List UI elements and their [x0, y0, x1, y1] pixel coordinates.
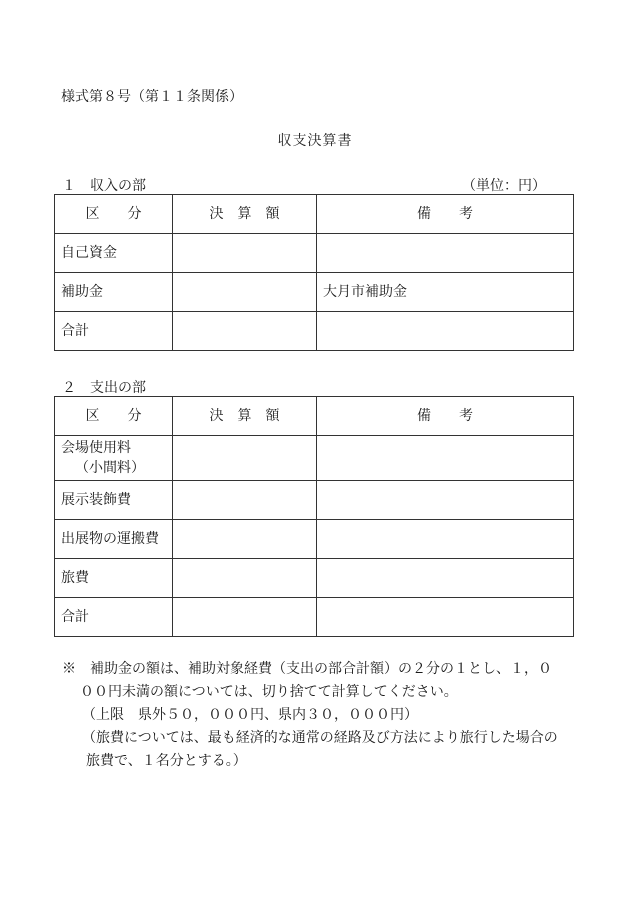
table-row	[55, 234, 574, 273]
row-amount-cell[interactable]	[173, 436, 317, 481]
column-header-amount: 決 算 額	[173, 397, 317, 436]
row-remarks-cell[interactable]	[317, 481, 574, 520]
row-category-sub: （小間料）	[75, 460, 145, 476]
column-header-remarks: 備 考	[317, 195, 574, 234]
row-category: 合計	[55, 598, 173, 637]
row-amount-cell[interactable]	[173, 273, 317, 312]
table-row	[55, 520, 574, 559]
row-category: 出展物の運搬費	[55, 520, 173, 559]
row-remarks-cell[interactable]	[317, 520, 574, 559]
column-header-remarks: 備 考	[317, 397, 574, 436]
table-row	[55, 481, 574, 520]
row-remarks-cell[interactable]	[317, 559, 574, 598]
row-category: 補助金	[55, 273, 173, 312]
table-row	[55, 559, 574, 598]
note-line: 旅費で、１名分とする。）	[86, 753, 247, 769]
row-category: 合計	[55, 312, 173, 351]
note-line: （上限 県外５０，０００円、県内３０，０００円）	[82, 707, 418, 723]
table-row	[55, 273, 574, 312]
column-header-amount: 決 算 額	[173, 195, 317, 234]
row-remarks-cell[interactable]	[317, 436, 574, 481]
row-amount-cell[interactable]	[173, 234, 317, 273]
table-row	[55, 312, 574, 351]
row-category	[55, 436, 173, 481]
notes-block	[62, 658, 582, 773]
table-header-row	[55, 397, 574, 436]
row-amount-cell[interactable]	[173, 481, 317, 520]
row-amount-cell[interactable]	[173, 520, 317, 559]
unit-note: （単位：円）	[462, 178, 546, 194]
table-header-row	[55, 195, 574, 234]
column-header-category: 区 分	[55, 195, 173, 234]
row-amount-cell[interactable]	[173, 598, 317, 637]
document-title: 収支決算書	[277, 133, 353, 149]
row-remarks-cell[interactable]	[317, 312, 574, 351]
row-remarks-cell[interactable]	[317, 598, 574, 637]
row-amount-cell[interactable]	[173, 559, 317, 598]
row-category: 自己資金	[55, 234, 173, 273]
expense-table	[54, 396, 574, 637]
column-header-category: 区 分	[55, 397, 173, 436]
note-line: （旅費については、最も経済的な通常の経路及び方法により旅行した場合の	[82, 730, 558, 746]
table-row	[55, 598, 574, 637]
row-category: 展示装飾費	[55, 481, 173, 520]
note-line: ００円未満の額については、切り捨てて計算してください。	[80, 684, 458, 700]
row-category-main: 会場使用料	[61, 440, 131, 456]
row-category: 旅費	[55, 559, 173, 598]
form-number: 様式第８号（第１１条関係）	[61, 89, 243, 105]
row-remarks-cell[interactable]: 大月市補助金	[317, 273, 574, 312]
expense-section-heading: ２ 支出の部	[62, 380, 146, 396]
row-amount-cell[interactable]	[173, 312, 317, 351]
row-remarks-cell[interactable]	[317, 234, 574, 273]
income-section-heading: １ 収入の部	[62, 178, 146, 194]
income-table	[54, 194, 574, 351]
table-row	[55, 436, 574, 481]
note-line: ※ 補助金の額は、補助対象経費（支出の部合計額）の２分の１とし、１，０	[62, 661, 552, 677]
